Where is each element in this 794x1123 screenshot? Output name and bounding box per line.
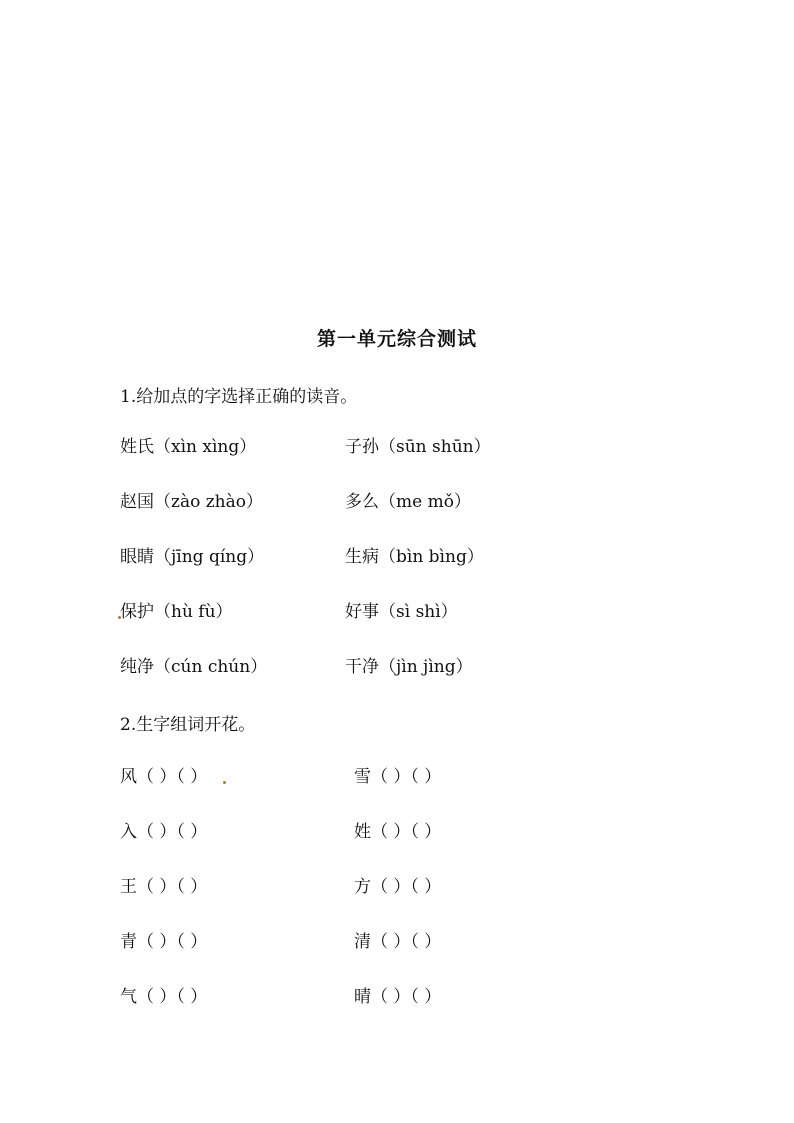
pinyin-item: 纯净（cún chún） [120, 657, 268, 677]
section2-heading: 2.生字组词开花。 [120, 715, 256, 735]
word-building-item: 清（ ）（ ） [354, 932, 442, 952]
pinyin-item: 多么（me mǒ） [345, 492, 471, 512]
word-building-item: 入（ ）（ ） [120, 822, 208, 842]
word-building-item: 晴（ ）（ ） [354, 987, 442, 1007]
word-building-item: 王（ ）（ ） [120, 877, 208, 897]
pinyin-item: 赵国（zào zhào） [120, 492, 264, 512]
word-building-item: 方（ ）（ ） [354, 877, 442, 897]
emphasis-dot-mark [223, 781, 226, 784]
pinyin-item: 保护（hù fù） [120, 602, 233, 622]
pinyin-item: 子孙（sūn shūn） [345, 437, 491, 457]
page-title: 第一单元综合测试 [316, 328, 477, 350]
word-building-item: 风（ ）（ ） [120, 767, 208, 787]
word-building-item: 气（ ）（ ） [120, 987, 208, 1007]
section1-heading: 1.给加点的字选择正确的读音。 [120, 387, 358, 407]
pinyin-item: 眼睛（jīng qíng） [120, 547, 265, 567]
pinyin-item: 好事（sì shì） [345, 602, 458, 622]
pinyin-item: 生病（bìn bìng） [345, 547, 484, 567]
word-building-item: 雪（ ）（ ） [354, 767, 442, 787]
pinyin-item: 姓氏（xìn xìng） [120, 437, 257, 457]
word-building-item: 青（ ）（ ） [120, 932, 208, 952]
pinyin-item: 干净（jìn jìng） [345, 657, 473, 677]
word-building-item: 姓（ ）（ ） [354, 822, 442, 842]
